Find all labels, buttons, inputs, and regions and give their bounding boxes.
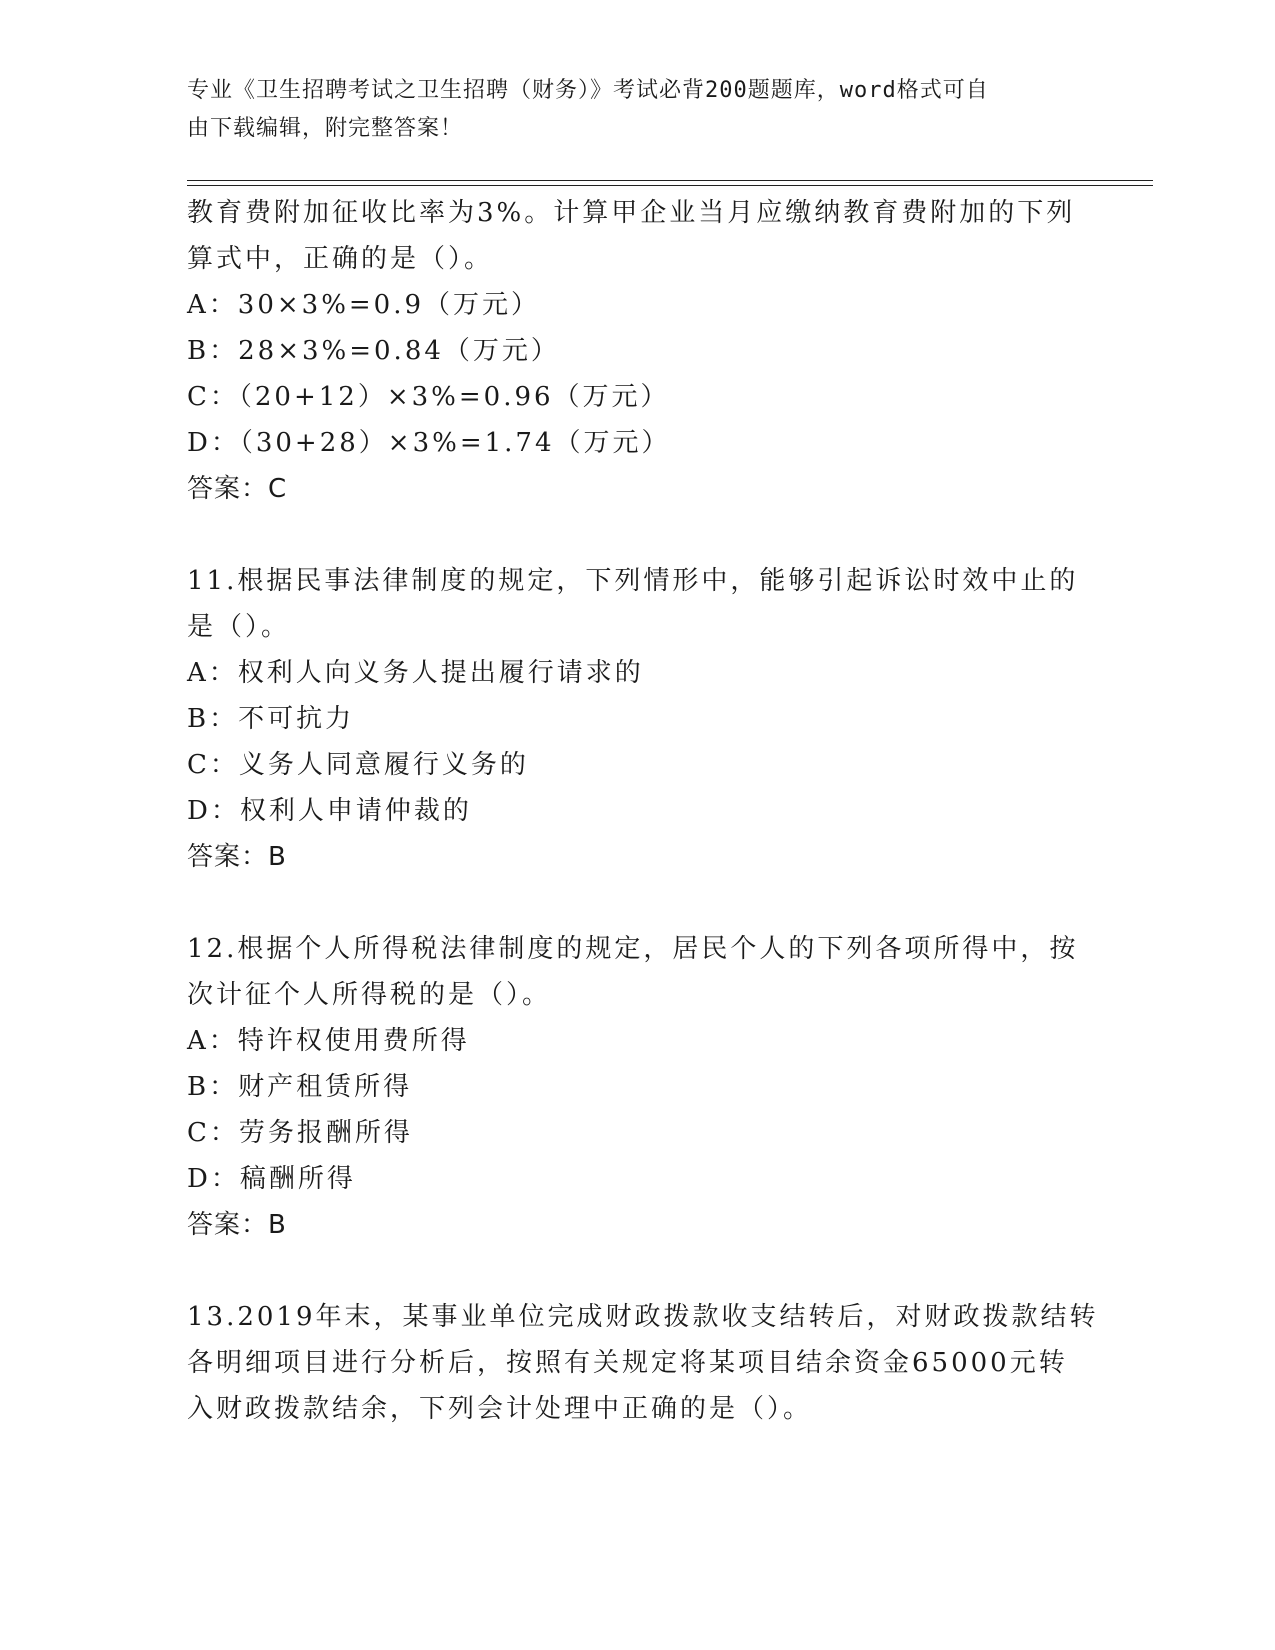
question-stem-line: 教育费附加征收比率为3%。计算甲企业当月应缴纳教育费附加的下列 <box>187 198 1076 228</box>
question-10 <box>187 190 1087 512</box>
option-a: A：特许权使用费所得 <box>187 1026 470 1056</box>
header-line-1: 专业《卫生招聘考试之卫生招聘（财务）》考试必背200题题库，word格式可自 <box>187 78 989 103</box>
option-c: C：（20+12）×3%=0.96（万元） <box>187 382 670 412</box>
question-stem-line: 各明细项目进行分析后，按照有关规定将某项目结余资金65000元转 <box>187 1348 1068 1378</box>
spacer <box>187 880 1087 926</box>
header-line-2: 由下载编辑，附完整答案！ <box>187 116 464 141</box>
option-d: D：权利人申请仲裁的 <box>187 796 472 826</box>
header-divider-bottom <box>187 185 1153 186</box>
document-header <box>187 72 1067 148</box>
question-stem-line: 入财政拨款结余，下列会计处理中正确的是（）。 <box>187 1394 813 1424</box>
spacer <box>187 1248 1087 1294</box>
option-c: C：义务人同意履行义务的 <box>187 750 529 780</box>
option-b: B：28×3%=0.84（万元） <box>187 336 560 366</box>
answer-line: 答案：C <box>187 474 288 504</box>
question-stem-line: 12.根据个人所得税法律制度的规定，居民个人的下列各项所得中，按 <box>187 934 1079 964</box>
question-stem-line: 是（）。 <box>187 612 291 642</box>
option-d: D：稿酬所得 <box>187 1164 356 1194</box>
question-13 <box>187 1294 1099 1432</box>
question-stem-line: 13.2019年末，某事业单位完成财政拨款收支结转后，对财政拨款结转 <box>187 1302 1099 1332</box>
option-a: A：30×3%=0.9（万元） <box>187 290 541 320</box>
question-11 <box>187 558 1087 880</box>
question-stem-line: 算式中，正确的是（）。 <box>187 244 494 274</box>
option-d: D：（30+28）×3%=1.74（万元） <box>187 428 671 458</box>
question-list <box>187 190 1099 1432</box>
option-b: B：财产租赁所得 <box>187 1072 413 1102</box>
question-stem-line: 11.根据民事法律制度的规定，下列情形中，能够引起诉讼时效中止的 <box>187 566 1079 596</box>
question-stem-line: 次计征个人所得税的是（）。 <box>187 980 552 1010</box>
answer-line: 答案：B <box>187 1210 287 1240</box>
answer-line: 答案：B <box>187 842 287 872</box>
option-a: A：权利人向义务人提出履行请求的 <box>187 658 644 688</box>
header-divider-top <box>187 180 1153 181</box>
question-12 <box>187 926 1087 1248</box>
option-b: B：不可抗力 <box>187 704 355 734</box>
option-c: C：劳务报酬所得 <box>187 1118 413 1148</box>
spacer <box>187 512 1087 558</box>
